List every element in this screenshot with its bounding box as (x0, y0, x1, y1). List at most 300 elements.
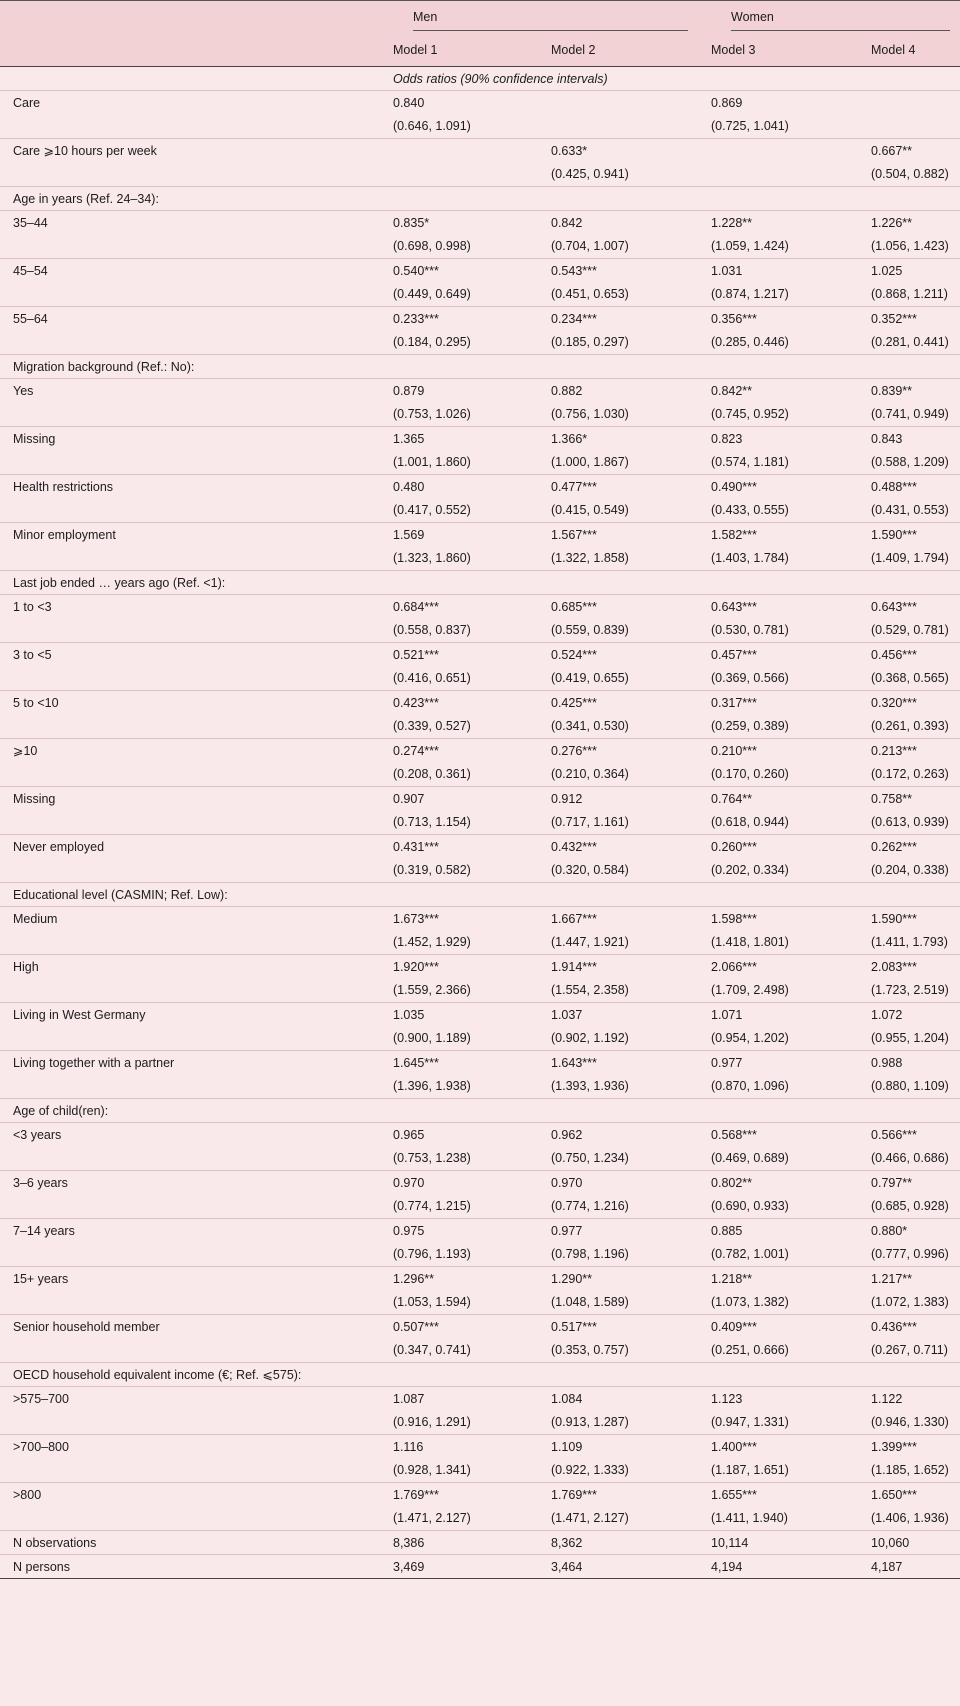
estimate-cell: 1.769*** (551, 1487, 597, 1502)
table-row (0, 1003, 960, 1027)
row-label: Living in West Germany (13, 1007, 146, 1022)
ci-cell: (0.946, 1.330) (871, 1415, 949, 1430)
estimate-cell: 0.912 (551, 791, 583, 806)
ci-cell: (1.053, 1.594) (393, 1295, 471, 1310)
estimate-cell: 1.569 (393, 527, 425, 542)
estimate-cell: 0.880* (871, 1223, 908, 1238)
ci-label-blank (0, 547, 380, 571)
ci-cell: (0.469, 0.689) (711, 1151, 789, 1166)
ci-label-blank (0, 667, 380, 691)
estimate-cell: 0.764** (711, 791, 753, 806)
ci-cell: (0.717, 1.161) (551, 815, 629, 830)
footer-row (0, 1531, 960, 1555)
ci-cell: (0.798, 1.196) (551, 1247, 629, 1262)
estimate-cell: 1.217** (871, 1271, 913, 1286)
table-row (0, 1483, 960, 1507)
estimate-cell: 1.035 (393, 1007, 425, 1022)
ci-label-blank (0, 331, 380, 355)
ci-label-blank (0, 619, 380, 643)
estimate-cell: 0.210*** (711, 743, 757, 758)
estimate-cell: 1.025 (871, 263, 903, 278)
estimate-cell: 0.480 (393, 479, 425, 494)
ci-label-blank (0, 1195, 380, 1219)
ci-cell: (0.339, 0.527) (393, 719, 471, 734)
section-header-row (0, 355, 960, 379)
footer-value: 8,386 (393, 1535, 425, 1550)
ci-cell: (0.874, 1.217) (711, 287, 789, 302)
ci-label-blank (0, 715, 380, 739)
estimate-cell: 0.543*** (551, 263, 597, 278)
ci-cell: (0.868, 1.211) (871, 287, 948, 302)
ci-cell: (0.913, 1.287) (551, 1415, 629, 1430)
estimate-cell: 0.988 (871, 1055, 903, 1070)
estimate-cell: 1.645*** (393, 1055, 439, 1070)
ci-label-blank (0, 931, 380, 955)
section-header: Last job ended … years ago (Ref. <1): (13, 575, 226, 590)
estimate-cell: 2.066*** (711, 959, 757, 974)
ci-label-blank (0, 163, 380, 187)
estimate-cell: 1.582*** (711, 527, 757, 542)
ci-row (0, 283, 960, 307)
ci-cell: (1.185, 1.652) (871, 1463, 949, 1478)
row-label: Minor employment (13, 527, 116, 542)
estimate-cell: 1.598*** (711, 911, 757, 926)
header-corner (0, 1, 380, 34)
ci-cell: (0.916, 1.291) (393, 1415, 471, 1430)
ci-cell: (0.774, 1.215) (393, 1199, 471, 1214)
row-label: Senior household member (13, 1319, 160, 1334)
row-label: <3 years (13, 1127, 62, 1142)
estimate-cell: 0.839** (871, 383, 913, 398)
model-2-header: Model 2 (551, 42, 596, 57)
ci-cell: (0.281, 0.441) (871, 335, 949, 350)
estimate-cell: 0.882 (551, 383, 583, 398)
ci-label-blank (0, 811, 380, 835)
table-row (0, 1387, 960, 1411)
ci-cell: (1.406, 1.936) (871, 1511, 949, 1526)
row-label: 5 to <10 (13, 695, 59, 710)
table-row (0, 427, 960, 451)
estimate-cell: 0.758** (871, 791, 913, 806)
ci-row (0, 979, 960, 1003)
estimate-cell: 0.317*** (711, 695, 757, 710)
table-body (0, 67, 960, 1579)
ci-cell: (1.073, 1.382) (711, 1295, 789, 1310)
estimate-cell: 0.213*** (871, 743, 917, 758)
estimate-cell: 1.567*** (551, 527, 597, 542)
estimate-cell: 1.650*** (871, 1487, 917, 1502)
ci-cell: (0.259, 0.389) (711, 719, 789, 734)
ci-cell: (1.396, 1.938) (393, 1079, 471, 1094)
ci-row (0, 1339, 960, 1363)
ci-cell: (0.202, 0.334) (711, 863, 789, 878)
ci-label-blank (0, 235, 380, 259)
section-header-row (0, 571, 960, 595)
table-row (0, 739, 960, 763)
estimate-cell: 1.226** (871, 215, 913, 230)
ci-cell: (0.419, 0.655) (551, 671, 629, 686)
ci-cell: (0.947, 1.331) (711, 1415, 789, 1430)
footer-value: 10,060 (871, 1535, 910, 1550)
estimate-cell: 0.488*** (871, 479, 917, 494)
row-label: 45–54 (13, 263, 48, 278)
ci-row (0, 235, 960, 259)
row-label: 7–14 years (13, 1223, 75, 1238)
ci-cell: (0.704, 1.007) (551, 239, 629, 254)
ci-row (0, 1507, 960, 1531)
ci-row (0, 499, 960, 523)
ci-cell: (0.954, 1.202) (711, 1031, 789, 1046)
estimate-cell: 0.425*** (551, 695, 597, 710)
row-label: Living together with a partner (13, 1055, 175, 1070)
ci-cell: (1.409, 1.794) (871, 551, 949, 566)
estimate-cell: 0.262*** (871, 839, 917, 854)
ci-label-blank (0, 859, 380, 883)
ci-cell: (1.056, 1.423) (871, 239, 949, 254)
section-header-row (0, 1363, 960, 1387)
ci-cell: (0.685, 0.928) (871, 1199, 949, 1214)
estimate-cell: 0.456*** (871, 647, 917, 662)
ci-cell: (0.251, 0.666) (711, 1343, 789, 1358)
estimate-cell: 1.122 (871, 1391, 903, 1406)
ci-cell: (0.341, 0.530) (551, 719, 629, 734)
footer-value: 4,187 (871, 1559, 903, 1574)
estimate-cell: 0.879 (393, 383, 425, 398)
ci-row (0, 115, 960, 139)
ci-cell: (0.559, 0.839) (551, 623, 629, 638)
ci-cell: (0.466, 0.686) (871, 1151, 949, 1166)
footer-value: 3,464 (551, 1559, 583, 1574)
section-header-row (0, 1099, 960, 1123)
ci-cell: (1.471, 2.127) (551, 1511, 629, 1526)
table-row (0, 1219, 960, 1243)
ci-row (0, 763, 960, 787)
estimate-cell: 0.274*** (393, 743, 439, 758)
estimate-cell: 0.524*** (551, 647, 597, 662)
estimate-cell: 1.087 (393, 1391, 425, 1406)
table-row (0, 1267, 960, 1291)
estimate-cell: 1.920*** (393, 959, 439, 974)
estimate-cell: 0.643*** (871, 599, 917, 614)
estimate-cell: 0.320*** (871, 695, 917, 710)
row-label: >700–800 (13, 1439, 69, 1454)
estimate-cell: 0.840 (393, 95, 425, 110)
table-row (0, 907, 960, 931)
section-header: Age of child(ren): (13, 1103, 109, 1118)
ci-row (0, 1459, 960, 1483)
estimate-cell: 0.432*** (551, 839, 597, 854)
estimate-cell: 1.109 (551, 1439, 583, 1454)
ci-cell: (1.418, 1.801) (711, 935, 789, 950)
ci-label-blank (0, 451, 380, 475)
ci-cell (858, 115, 960, 139)
estimate-cell: 1.655*** (711, 1487, 757, 1502)
estimate-cell: 1.590*** (871, 911, 917, 926)
estimate-cell (858, 91, 960, 115)
ci-cell: (1.559, 2.366) (393, 983, 471, 998)
estimate-cell: 0.566*** (871, 1127, 917, 1142)
ci-cell: (0.184, 0.295) (393, 335, 471, 350)
ci-cell: (1.048, 1.589) (551, 1295, 629, 1310)
ci-cell: (1.072, 1.383) (871, 1295, 949, 1310)
ci-label-blank (0, 1459, 380, 1483)
ci-cell: (0.774, 1.216) (551, 1199, 629, 1214)
header-group-row (0, 1, 960, 34)
estimate-cell: 1.643*** (551, 1055, 597, 1070)
estimate-cell: 1.399*** (871, 1439, 917, 1454)
row-label: 55–64 (13, 311, 48, 326)
ci-cell: (0.880, 1.109) (871, 1079, 949, 1094)
ci-label-blank (0, 403, 380, 427)
header-blank (0, 34, 380, 67)
row-label: Never employed (13, 839, 105, 854)
ci-label-blank (0, 499, 380, 523)
footer-label: N observations (13, 1535, 97, 1550)
ci-row (0, 331, 960, 355)
ci-cell: (0.210, 0.364) (551, 767, 629, 782)
ci-cell: (1.709, 2.498) (711, 983, 789, 998)
section-header-row (0, 187, 960, 211)
estimate-cell: 0.975 (393, 1223, 425, 1238)
row-label: 3–6 years (13, 1175, 68, 1190)
ci-cell: (0.753, 1.026) (393, 407, 471, 422)
ci-cell: (0.646, 1.091) (393, 119, 471, 134)
ci-row (0, 1243, 960, 1267)
subtitle-row (0, 67, 960, 91)
table-row (0, 91, 960, 115)
estimate-cell: 0.477*** (551, 479, 597, 494)
estimate-cell: 0.356*** (711, 311, 757, 326)
model-3-header: Model 3 (711, 42, 756, 57)
estimate-cell: 0.507*** (393, 1319, 439, 1334)
ci-label-blank (0, 1507, 380, 1531)
estimate-cell: 0.970 (393, 1175, 425, 1190)
estimate-cell (698, 139, 858, 163)
ci-cell: (1.059, 1.424) (711, 239, 789, 254)
ci-row (0, 403, 960, 427)
ci-cell: (0.690, 0.933) (711, 1199, 789, 1214)
estimate-cell: 1.072 (871, 1007, 903, 1022)
ci-cell: (0.267, 0.711) (871, 1343, 948, 1358)
estimate-cell: 0.260*** (711, 839, 757, 854)
estimate-cell: 1.116 (393, 1439, 424, 1454)
estimate-cell: 0.823 (711, 431, 743, 446)
ci-row (0, 163, 960, 187)
ci-cell: (0.417, 0.552) (393, 503, 471, 518)
row-label: High (13, 959, 39, 974)
ci-row (0, 547, 960, 571)
ci-row (0, 859, 960, 883)
ci-cell: (0.185, 0.297) (551, 335, 629, 350)
row-label: >575–700 (13, 1391, 69, 1406)
row-label: >800 (13, 1487, 42, 1502)
estimate-cell: 0.843 (871, 431, 903, 446)
section-header: Educational level (CASMIN; Ref. Low): (13, 887, 228, 902)
ci-label-blank (0, 1243, 380, 1267)
estimate-cell: 1.296** (393, 1271, 435, 1286)
estimate-cell: 0.457*** (711, 647, 757, 662)
estimate-cell: 1.590*** (871, 527, 917, 542)
ci-cell: (1.471, 2.127) (393, 1511, 471, 1526)
section-header: OECD household equivalent income (€; Ref. ⩽575): (13, 1368, 302, 1382)
estimate-cell: 0.970 (551, 1175, 583, 1190)
ci-row (0, 451, 960, 475)
ci-cell: (0.618, 0.944) (711, 815, 789, 830)
section-header: Migration background (Ref.: No): (13, 359, 195, 374)
estimate-cell: 0.490*** (711, 479, 757, 494)
section-header-row (0, 883, 960, 907)
table-row (0, 1435, 960, 1459)
ci-cell: (0.170, 0.260) (711, 767, 789, 782)
footer-value: 8,362 (551, 1535, 583, 1550)
ci-cell: (1.322, 1.858) (551, 551, 629, 566)
estimate-cell: 0.233*** (393, 311, 439, 326)
table-row (0, 595, 960, 619)
estimate-cell: 1.228** (711, 215, 753, 230)
table-row (0, 139, 960, 163)
table-row (0, 307, 960, 331)
ci-row (0, 1291, 960, 1315)
ci-cell: (1.554, 2.358) (551, 983, 629, 998)
ci-row (0, 715, 960, 739)
footer-row (0, 1555, 960, 1579)
estimate-cell: 0.234*** (551, 311, 597, 326)
ci-cell: (1.393, 1.936) (551, 1079, 629, 1094)
estimate-cell: 0.869 (711, 95, 743, 110)
ci-cell: (1.452, 1.929) (393, 935, 471, 950)
estimate-cell: 0.643*** (711, 599, 757, 614)
estimate-cell: 0.977 (711, 1055, 743, 1070)
ci-row (0, 811, 960, 835)
estimate-cell: 0.885 (711, 1223, 743, 1238)
ci-cell: (0.416, 0.651) (393, 671, 471, 686)
ci-row (0, 667, 960, 691)
model-1-header: Model 1 (393, 42, 438, 57)
estimate-cell: 1.667*** (551, 911, 597, 926)
row-label: 15+ years (13, 1271, 69, 1286)
estimate-cell: 0.436*** (871, 1319, 917, 1334)
estimate-cell: 0.962 (551, 1127, 583, 1142)
row-label: Missing (13, 791, 56, 806)
table-row (0, 379, 960, 403)
model-4-header: Model 4 (871, 42, 916, 57)
estimate-cell: 0.352*** (871, 311, 917, 326)
table-row (0, 523, 960, 547)
table-row (0, 955, 960, 979)
ci-row (0, 1027, 960, 1051)
table-row (0, 1315, 960, 1339)
ci-label-blank (0, 283, 380, 307)
estimate-cell: 0.965 (393, 1127, 425, 1142)
ci-cell: (1.001, 1.860) (393, 455, 471, 470)
estimate-cell: 0.568*** (711, 1127, 757, 1142)
row-label: Care (13, 95, 41, 110)
ci-cell: (0.955, 1.204) (871, 1031, 949, 1046)
ci-cell: (1.323, 1.860) (393, 551, 471, 566)
ci-label-blank (0, 1147, 380, 1171)
estimate-cell: 0.423*** (393, 695, 439, 710)
ci-row (0, 1195, 960, 1219)
group-men: Men (380, 1, 698, 34)
ci-cell: (0.750, 1.234) (551, 1151, 629, 1166)
table-row (0, 787, 960, 811)
estimate-cell: 0.907 (393, 791, 425, 806)
ci-cell: (0.451, 0.653) (551, 287, 629, 302)
row-label: Care ⩾10 hours per week (13, 144, 157, 159)
estimate-cell: 0.797** (871, 1175, 913, 1190)
ci-cell: (0.319, 0.582) (393, 863, 471, 878)
ci-label-blank (0, 1411, 380, 1435)
ci-row (0, 1411, 960, 1435)
estimate-cell: 1.290** (551, 1271, 593, 1286)
ci-label-blank (0, 1075, 380, 1099)
estimate-cell: 1.031 (711, 263, 743, 278)
ci-cell: (0.777, 0.996) (871, 1247, 949, 1262)
ci-cell: (0.870, 1.096) (711, 1079, 789, 1094)
footer-value: 3,469 (393, 1559, 425, 1574)
ci-cell: (0.928, 1.341) (393, 1463, 471, 1478)
ci-cell: (1.411, 1.940) (711, 1511, 788, 1526)
ci-row (0, 619, 960, 643)
table-row (0, 259, 960, 283)
estimate-cell: 0.633* (551, 143, 588, 158)
row-label: ⩾10 (13, 744, 38, 759)
estimate-cell: 1.914*** (551, 959, 597, 974)
ci-cell: (0.698, 0.998) (393, 239, 471, 254)
ci-label-blank (0, 763, 380, 787)
estimate-cell: 1.071 (711, 1007, 743, 1022)
estimate-cell: 0.276*** (551, 743, 597, 758)
estimate-cell: 1.769*** (393, 1487, 439, 1502)
estimate-cell: 2.083*** (871, 959, 917, 974)
ci-label-blank (0, 1339, 380, 1363)
ci-cell: (0.353, 0.757) (551, 1343, 629, 1358)
ci-cell: (0.449, 0.649) (393, 287, 471, 302)
row-label: Medium (13, 911, 58, 926)
estimate-cell: 1.037 (551, 1007, 583, 1022)
estimate-cell: 0.409*** (711, 1319, 757, 1334)
ci-row (0, 1075, 960, 1099)
ci-label-blank (0, 979, 380, 1003)
ci-cell: (0.368, 0.565) (871, 671, 949, 686)
ci-label-blank (0, 1291, 380, 1315)
table-row (0, 835, 960, 859)
table-row (0, 691, 960, 715)
estimate-cell: 0.802** (711, 1175, 753, 1190)
ci-cell: (0.320, 0.584) (551, 863, 629, 878)
estimate-cell: 1.084 (551, 1391, 583, 1406)
ci-cell: (1.723, 2.519) (871, 983, 949, 998)
ci-cell: (0.922, 1.333) (551, 1463, 629, 1478)
estimate-cell: 0.977 (551, 1223, 583, 1238)
ci-cell: (0.782, 1.001) (711, 1247, 789, 1262)
ci-cell: (0.433, 0.555) (711, 503, 789, 518)
ci-cell: (0.574, 1.181) (711, 455, 789, 470)
footer-label: N persons (13, 1559, 70, 1574)
row-label: 1 to <3 (13, 599, 52, 614)
subtitle: Odds ratios (90% confidence intervals) (393, 71, 608, 86)
ci-cell: (0.588, 1.209) (871, 455, 949, 470)
estimate-cell: 0.540*** (393, 263, 439, 278)
ci-cell: (1.000, 1.867) (551, 455, 629, 470)
ci-row (0, 1147, 960, 1171)
ci-cell: (0.713, 1.154) (393, 815, 471, 830)
section-header: Age in years (Ref. 24–34): (13, 191, 159, 206)
estimate-cell: 1.366* (551, 431, 588, 446)
group-women: Women (698, 1, 960, 34)
table-row (0, 1123, 960, 1147)
row-label: 35–44 (13, 215, 48, 230)
